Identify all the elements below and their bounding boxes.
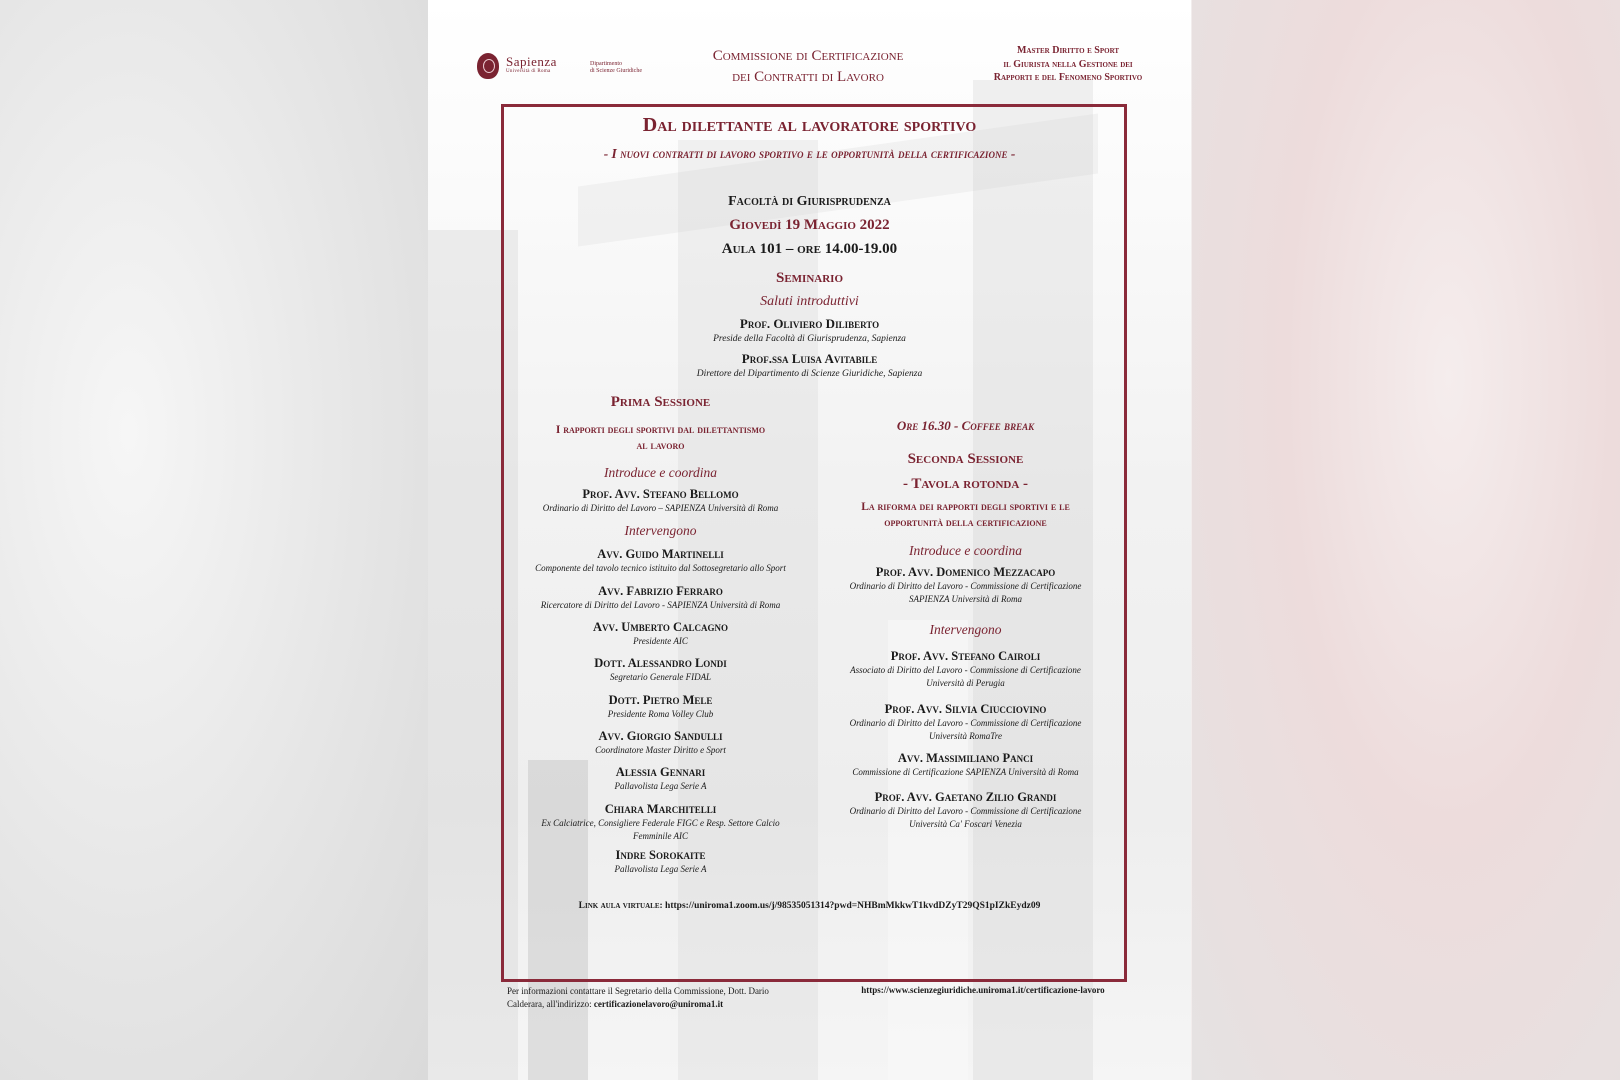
speaker-role: Presidente AIC — [633, 636, 688, 646]
speaker — [508, 728, 813, 757]
speaker — [813, 750, 1118, 779]
speaker — [508, 619, 813, 648]
speaker — [508, 801, 813, 843]
speaker-role: SAPIENZA Università di Roma — [908, 594, 1023, 604]
speaker-role: Ordinario di Diritto del Lavoro - Commissione di Certificazione — [849, 581, 1082, 591]
speaker-role: Femminile AIC — [632, 831, 689, 841]
virtual-room-link — [428, 901, 1191, 911]
speaker-role: Commissione di Certificazione SAPIENZA Università di Roma — [852, 767, 1079, 777]
speaker-name: Avv. Massimiliano Panci — [897, 751, 1034, 765]
speaker-role: Pallavolista Lega Serie A — [614, 864, 707, 874]
commission-line: dei Contratti di Lavoro — [732, 69, 884, 85]
commission-line: Commissione di Certificazione — [712, 48, 904, 64]
master-line: Master Diritto e Sport — [1016, 45, 1120, 56]
virtual-link-label: Link aula virtuale: — [578, 901, 663, 911]
contact-line: Calderara, all'indirizzo: — [507, 999, 592, 1009]
speaker-name: Dott. Alessandro Londi — [594, 656, 727, 670]
speaker-role: Università RomaTre — [929, 731, 1002, 741]
event-subtitle: - I nuovi contratti di lavoro sportivo e le opportunità della certificazione - — [603, 146, 1016, 161]
speaker-name: Alessia Gennari — [615, 765, 706, 779]
website-link[interactable]: https://www.scienzegiuridiche.uniroma1.it/certificazione-lavoro — [861, 985, 1105, 995]
speaker-role: Associato di Diritto del Lavoro - Commissione di Certificazione — [850, 665, 1081, 675]
speaker-name: Avv. Giorgio Sandulli — [598, 729, 723, 743]
speaker — [508, 847, 813, 876]
speaker — [813, 701, 1118, 743]
speaker-role: Ricercatore di Diritto del Lavoro - SAPIENZA Università di Roma — [540, 600, 781, 610]
moderator-label: Introduce e coordina — [604, 465, 717, 480]
university-name: Sapienza — [506, 54, 557, 69]
speaker-role: Università Ca' Foscari Venezia — [909, 819, 1022, 829]
speaker-name: Prof. Avv. Domenico Mezzacapo — [875, 565, 1056, 579]
moderator — [813, 564, 1118, 606]
speaker-name: Chiara Marchitelli — [604, 802, 717, 816]
coffee-break: Ore 16.30 - Coffee break — [896, 418, 1035, 433]
speaker-role: Ordinario di Diritto del Lavoro – SAPIENZA Università di Roma — [542, 503, 779, 513]
event-date: Giovedì 19 Maggio 2022 — [729, 217, 890, 233]
session-topic-line: La riforma dei rapporti degli sportivi e le — [861, 501, 1070, 513]
greeter-name: Prof. Oliviero Diliberto — [739, 316, 880, 331]
virtual-link-url[interactable]: https://uniroma1.zoom.us/j/98535051314?pwd=NHBmMkkwT1kvdDZyT29QS1pIZkEydz09 — [665, 901, 1041, 911]
speaker — [813, 789, 1118, 831]
speaker — [508, 546, 813, 575]
event-room-time: Aula 101 – ore 14.00-19.00 — [721, 241, 898, 257]
speaker-name: Prof. Avv. Stefano Cairoli — [890, 649, 1041, 663]
greeter-role: Direttore del Dipartimento di Scienze Giuridiche, Sapienza — [696, 369, 923, 379]
speaker-name: Prof. Avv. Stefano Bellomo — [582, 487, 739, 501]
speaker-name: Indre Sorokaite — [615, 848, 706, 862]
moderator — [508, 486, 813, 515]
speaker-name: Prof. Avv. Silvia Ciucciovino — [884, 702, 1047, 716]
department-line: di Scienze Giuridiche — [590, 68, 642, 74]
speaker-role: Ordinario di Diritto del Lavoro - Commissione di Certificazione — [849, 806, 1082, 816]
event-poster — [428, 0, 1191, 1080]
moderator-label: Introduce e coordina — [909, 543, 1022, 558]
speaker — [508, 655, 813, 684]
contact-email[interactable]: certificazionelavoro@uniroma1.it — [593, 999, 724, 1009]
contact-line: Per informazioni contattare il Segretario della Commissione, Dott. Dario — [507, 986, 769, 996]
department-line: Dipartimento — [590, 61, 622, 67]
event-type: Seminario — [775, 270, 843, 286]
speaker-role: Università di Perugia — [926, 678, 1005, 688]
master-line: Rapporti e del Fenomeno Sportivo — [993, 72, 1143, 83]
session-topic — [813, 499, 1118, 531]
session-topic-line: al lavoro — [636, 440, 685, 452]
speaker-role: Presidente Roma Volley Club — [607, 709, 714, 719]
second-session — [813, 0, 1118, 1080]
background-right — [1192, 0, 1620, 1080]
first-session — [508, 0, 813, 1080]
speakers-label: Intervengono — [624, 523, 697, 538]
faculty: Facoltà di Giurisprudenza — [728, 194, 891, 209]
university-subtitle: Università di Roma — [506, 69, 551, 74]
event-title: Dal dilettante al lavoratore sportivo — [642, 114, 977, 136]
session-topic-line: opportunità della certificazione — [884, 517, 1047, 529]
speaker-role: Componente del tavolo tecnico istituito dal Sottosegretario allo Sport — [535, 563, 786, 573]
speaker-name: Avv. Fabrizio Ferraro — [598, 584, 723, 598]
speaker — [813, 648, 1118, 690]
background-left — [0, 0, 428, 1080]
contact-info — [507, 985, 817, 1011]
sapienza-seal-icon — [477, 53, 499, 79]
speakers-label: Intervengono — [929, 622, 1002, 637]
speaker-role: Ex Calciatrice, Consigliere Federale FIGC e Resp. Settore Calcio — [541, 818, 780, 828]
session-format: - Tavola rotonda - — [902, 476, 1029, 492]
speaker — [508, 692, 813, 721]
speaker-name: Dott. Pietro Mele — [608, 693, 713, 707]
session-title: Prima Sessione — [610, 394, 711, 410]
speaker — [508, 764, 813, 793]
greeter-name: Prof.ssa Luisa Avitabile — [741, 351, 878, 366]
session-topic-line: I rapporti degli sportivi dal dilettantismo — [555, 424, 766, 436]
speaker — [508, 583, 813, 612]
speaker-name: Prof. Avv. Gaetano Zilio Grandi — [874, 790, 1057, 804]
greetings-label: Saluti introduttivi — [760, 294, 859, 309]
session-topic — [508, 422, 813, 454]
speaker-name: Avv. Guido Martinelli — [597, 547, 724, 561]
speaker-role: Pallavolista Lega Serie A — [614, 781, 707, 791]
speaker-role: Segretario Generale FIDAL — [609, 672, 712, 682]
speaker-role: Coordinatore Master Diritto e Sport — [595, 745, 726, 755]
speaker-name: Avv. Umberto Calcagno — [593, 620, 728, 634]
master-line: il Giurista nella Gestione dei — [1003, 58, 1133, 70]
session-title: Seconda Sessione — [907, 451, 1024, 467]
speaker-role: Ordinario di Diritto del Lavoro - Commissione di Certificazione — [849, 718, 1082, 728]
greeter-role: Preside della Facoltà di Giurisprudenza, Sapienza — [713, 334, 906, 344]
